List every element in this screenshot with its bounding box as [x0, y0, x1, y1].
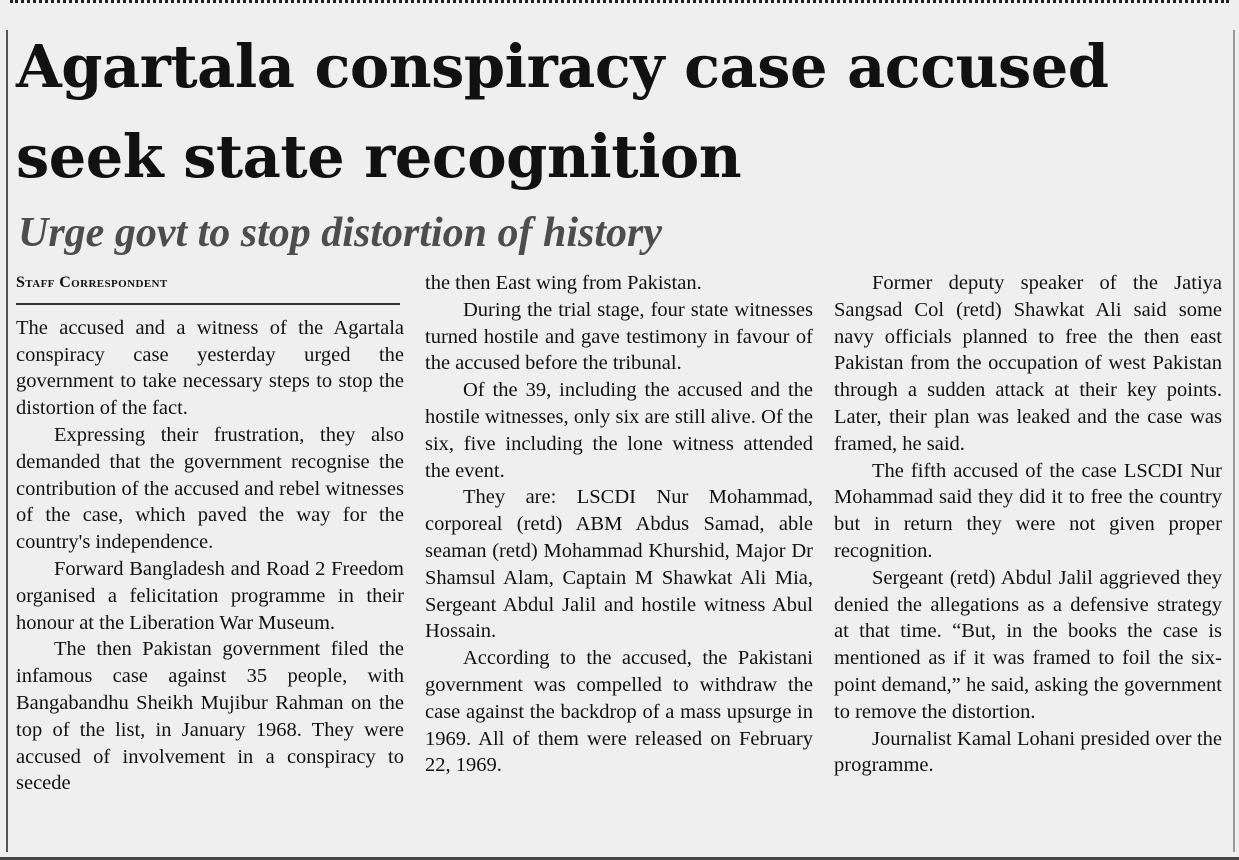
paragraph: The then Pakistan government filed the infamous case against 35 people, with Bangabandhu Sheikh Mujibur Rahman on the top of the list, in January 1968. They were accused of involvement in a conspiracy to secede: [16, 638, 404, 795]
column-2: [425, 270, 813, 779]
paragraph: the then East wing from Pakistan.: [425, 272, 702, 294]
right-border-rule: [1233, 30, 1235, 852]
paragraph: The accused and a witness of the Agartala conspiracy case yesterday urged the government to take necessary steps to stop the distortion of the fact.: [16, 316, 404, 420]
top-dotted-border: [10, 0, 1229, 9]
paragraph: According to the accused, the Pakistani government was compelled to withdraw the case against the backdrop of a mass upsurge in 1969. All of them were released on February 22, 1969.: [425, 647, 813, 777]
headline: Agartala conspiracy case accused seek state recognition: [16, 32, 1109, 191]
paragraph: They are: LSCDI Nur Mohammad, corporeal (retd) ABM Abdus Samad, able seaman (retd) Mohammad Khurshid, Major Dr Shamsul Alam, Captain M Shawkat Ali Mia, Sergeant Abdul Jalil and hostile witness Abul Hossain.: [425, 486, 813, 643]
paragraph: During the trial stage, four state witnesses turned hostile and gave testimony in favour of the accused before the tribunal.: [425, 298, 813, 375]
paragraph: Expressing their frustration, they also demanded that the government recognise the contribution of the accused and rebel witnesses of the case, which paved the way for the country's independence.: [16, 423, 404, 554]
paragraph: Journalist Kamal Lohani presided over the programme.: [834, 727, 1222, 777]
paragraph: Former deputy speaker of the Jatiya Sangsad Col (retd) Shawkat Ali said some navy officials planned to free the then east Pakistan from the occupation of west Pakistan through a sudden attack at their key points. Later, their plan was leaked and the case was framed, he said.: [834, 272, 1222, 455]
byline: Staff Correspondent: [16, 270, 400, 305]
paragraph: Sergeant (retd) Abdul Jalil aggrieved they denied the allegations as a defensive strategy at that time. “But, in the books the case is mentioned as if it was framed to foil the six-point demand,” he said, asking the government to remove the distortion.: [834, 566, 1222, 723]
left-border-rule: [6, 30, 8, 852]
column-3: [834, 270, 1222, 779]
paragraph: Forward Bangladesh and Road 2 Freedom organised a felicitation programme in their honour at the Liberation War Museum.: [16, 557, 404, 634]
column-1: [16, 270, 404, 797]
paragraph: The fifth accused of the case LSCDI Nur Mohammad said they did it to free the country but in return they were not given proper recognition.: [834, 459, 1222, 562]
paragraph: Of the 39, including the accused and the hostile witnesses, only six are still alive. Of the six, five including the lone witness attended the event.: [425, 379, 813, 482]
subheadline: Urge govt to stop distortion of history: [18, 210, 663, 256]
